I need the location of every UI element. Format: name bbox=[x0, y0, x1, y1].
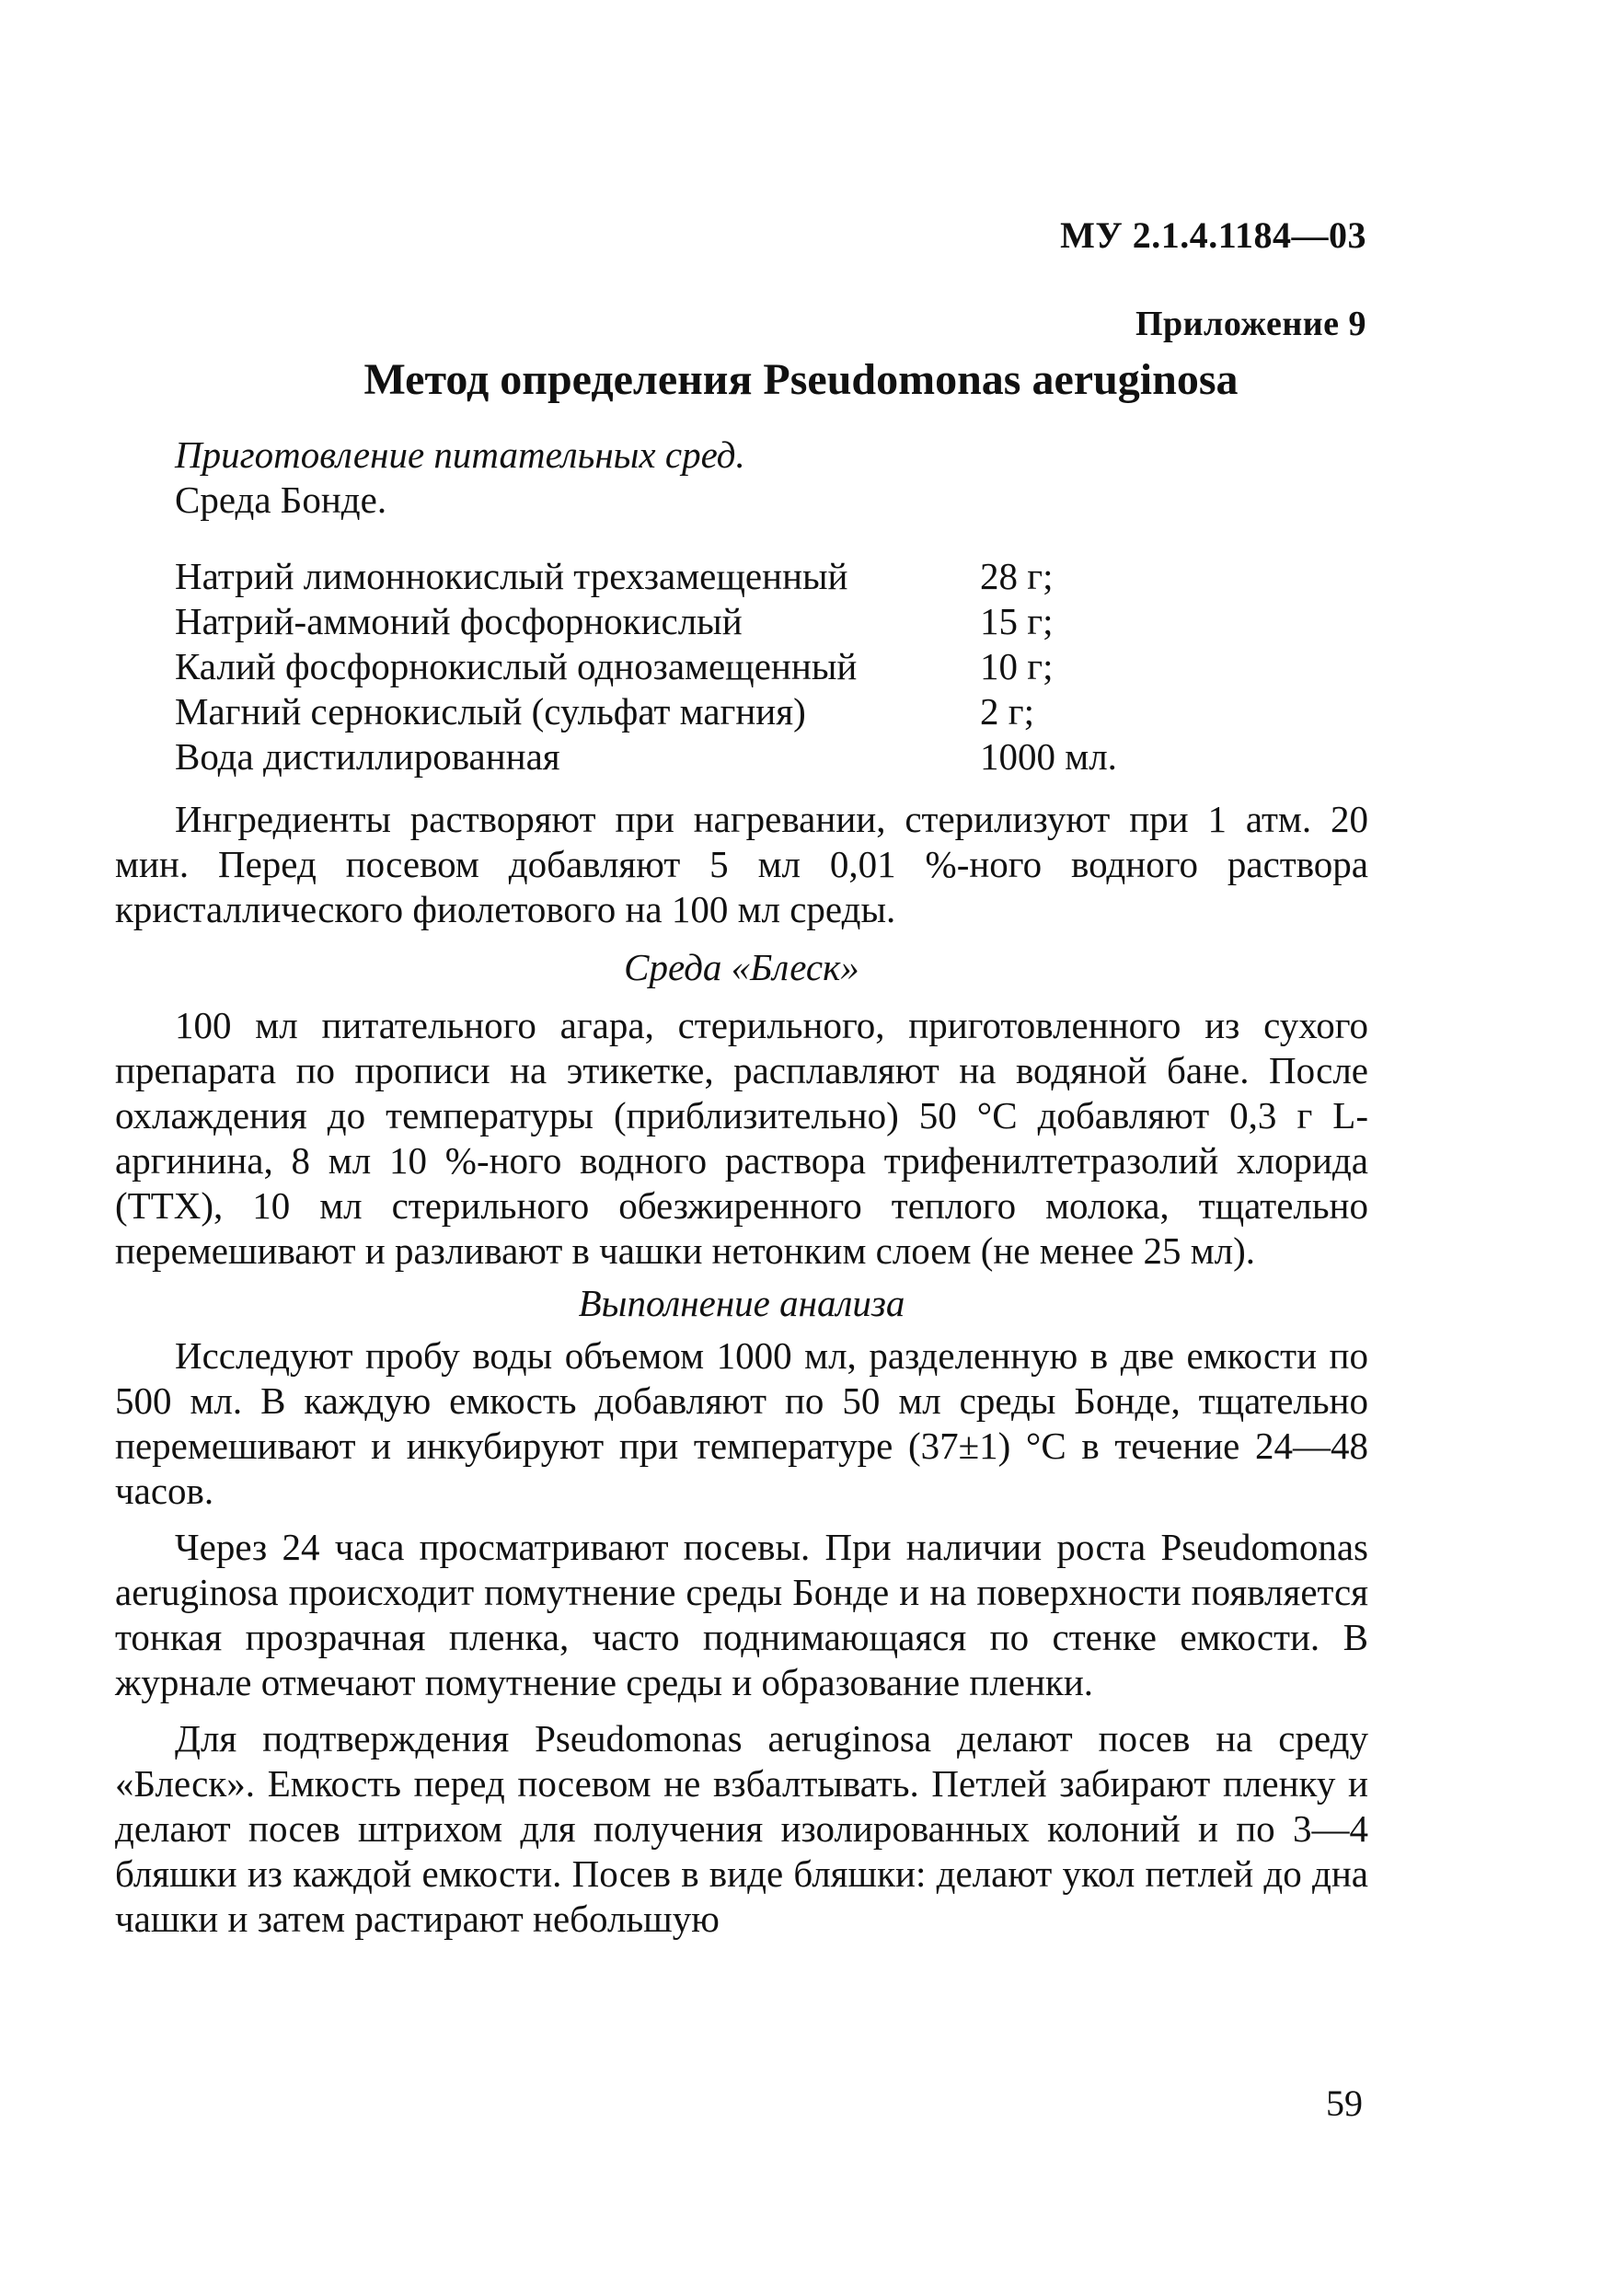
ingredient-amount: 2 г; bbox=[980, 690, 1034, 733]
ingredient-name: Натрий-аммоний фосфорнокислый bbox=[175, 600, 743, 642]
ingredients-list bbox=[115, 554, 1368, 779]
ingredient-amount: 15 г; bbox=[980, 600, 1054, 642]
paragraph-analysis-3: Для подтверждения Pseudomonas aeruginosa делают посев на среду «Блеск». Емкость перед посевом не взбалтывать. Петлей забирают пленку и делают посев штрихом для получения изолированных колоний и по 3—4 бляшки из каждой емкости. Посев в виде бляшки: делают укол петлей до дна чашки и затем растирают небольшую bbox=[115, 1717, 1368, 1940]
ingredient-name: Калий фосфорнокислый однозамещенный bbox=[175, 645, 858, 687]
ingredient-amount: 28 г; bbox=[980, 555, 1054, 597]
ingredient-row bbox=[115, 599, 1368, 644]
paragraph-sterilization: Ингредиенты растворяют при нагревании, стерилизуют при 1 атм. 20 мин. Перед посевом добавляют 5 мл 0,01 %-ного водного раствора кристаллического фиолетового на 100 мл среды. bbox=[115, 798, 1368, 930]
ingredient-row bbox=[115, 689, 1368, 734]
paragraph-analysis-2: Через 24 часа просматривают посевы. При наличии роста Pseudomonas aeruginosa происходит помутнение среды Бонде и на поверхности появляется тонкая прозрачная пленка, часто поднимающаяся по стенке емкости. В журнале отмечают помутнение среды и образование пленки. bbox=[115, 1526, 1368, 1703]
body-text bbox=[115, 797, 1368, 1942]
paragraph-analysis-1: Исследуют пробу воды объемом 1000 мл, разделенную в две емкости по 500 мл. В каждую емкость добавляют по 50 мл среды Бонде, тщательно перемешивают и инкубируют при температуре (37±1) °С в течение 24—48 часов. bbox=[115, 1334, 1368, 1512]
preparation-subtitle: Приготовление питательных сред. bbox=[175, 433, 745, 476]
page-title: Метод определения Pseudomonas aeruginosa bbox=[363, 355, 1239, 404]
ingredient-amount: 1000 мл. bbox=[980, 735, 1117, 778]
section-title-blesk: Среда «Блеск» bbox=[624, 946, 859, 988]
ingredient-row bbox=[115, 734, 1368, 779]
ingredient-name: Натрий лимоннокислый трехзамещенный bbox=[175, 555, 848, 597]
page-number: 59 bbox=[1326, 2083, 1363, 2124]
appendix-label: Приложение 9 bbox=[1135, 305, 1366, 343]
ingredient-name: Вода дистиллированная bbox=[175, 735, 560, 778]
section-title-analysis: Выполнение анализа bbox=[578, 1282, 905, 1324]
ingredient-row bbox=[115, 644, 1368, 689]
document-code: МУ 2.1.4.1184—03 bbox=[1060, 214, 1366, 256]
medium-name: Среда Бонде. bbox=[175, 479, 387, 521]
paragraph-blesk-medium: 100 мл питательного агара, стерильного, приготовленного из сухого препарата по прописи на этикетке, расплавляют на водяной бане. После охлаждения до температуры (приблизительно) 50 °С добавляют 0,3 г L-аргинина, 8 мл 10 %-ного водного раствора трифенилтетразолий хлорида (ТТХ), 10 мл стерильного обезжиренного теплого молока, тщательно перемешивают и разливают в чашки нетонким слоем (не менее 25 мл). bbox=[115, 1004, 1368, 1272]
ingredient-name: Магний сернокислый (сульфат магния) bbox=[175, 690, 806, 733]
preparation-section bbox=[115, 433, 1368, 523]
ingredient-amount: 10 г; bbox=[980, 645, 1054, 687]
ingredient-row bbox=[115, 554, 1368, 599]
